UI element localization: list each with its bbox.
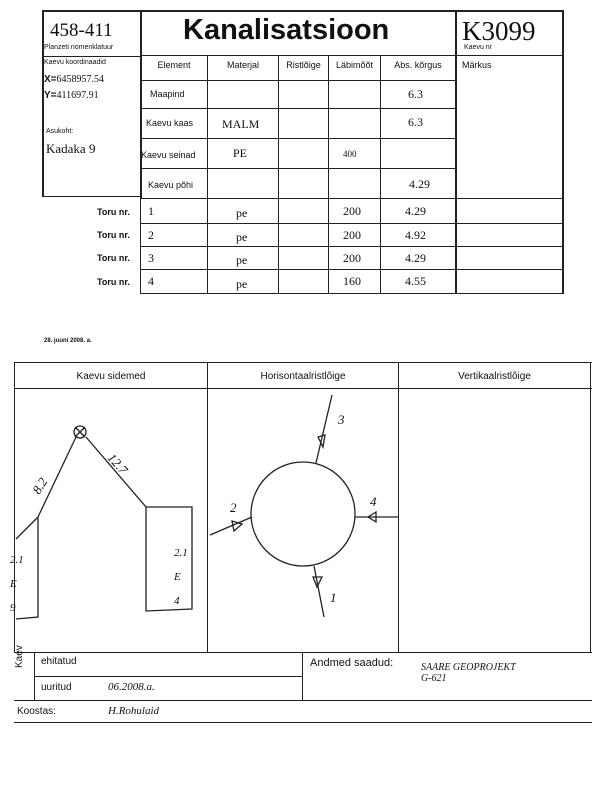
asukoht-label: Asukoht: bbox=[46, 128, 74, 135]
date-note: 28. juuni 2008. a. bbox=[44, 338, 92, 344]
col-kaevu-sidemed: Kaevu sidemed bbox=[76, 371, 146, 382]
toru-materjal: pe bbox=[236, 277, 248, 291]
toru-labimoot: 200 bbox=[343, 251, 361, 265]
tie-left-distance: 8.2 bbox=[29, 474, 51, 497]
row-element: Maapind bbox=[150, 89, 185, 99]
pipe-line bbox=[210, 517, 252, 535]
coord-y-value: 411697.91 bbox=[56, 90, 99, 101]
toru-materjal: pe bbox=[236, 206, 248, 220]
toru-labimoot: 200 bbox=[343, 204, 361, 218]
pipe-label: 1 bbox=[330, 590, 337, 605]
toru-nr: 1 bbox=[148, 204, 154, 218]
row-materjal: MALM bbox=[222, 117, 260, 131]
pipe-line bbox=[314, 566, 324, 617]
toru-materjal: pe bbox=[236, 253, 248, 267]
toru-label: Toru nr. bbox=[97, 253, 130, 263]
toru-abs: 4.92 bbox=[405, 228, 426, 242]
coord-x bbox=[44, 74, 104, 85]
row-element: Kaevu kaas bbox=[146, 118, 194, 128]
coord-y bbox=[44, 90, 99, 101]
col-markus: Märkus bbox=[462, 60, 492, 70]
uuritud-value: 06.2008.a. bbox=[108, 681, 155, 693]
toru-abs: 4.29 bbox=[405, 204, 426, 218]
row-abs: 4.29 bbox=[409, 177, 430, 191]
andmed-label: Andmed saadud: bbox=[310, 657, 394, 669]
andmed-value: SAARE GEOPROJEKT bbox=[421, 662, 516, 673]
coord-y-label: Y= bbox=[44, 90, 57, 101]
toru-label: Toru nr. bbox=[97, 207, 130, 217]
col-materjal: Materjal bbox=[226, 60, 259, 70]
toru-labimoot: 160 bbox=[343, 274, 361, 288]
col-abs: Abs. kõrgus bbox=[394, 60, 442, 70]
toru-nr: 2 bbox=[148, 228, 154, 242]
pipe-label: 4 bbox=[370, 494, 377, 509]
uuritud-label: uuritud bbox=[41, 682, 72, 693]
left-building-label: 2.1 E 9 bbox=[10, 554, 24, 614]
toru-label: Toru nr. bbox=[97, 277, 130, 287]
planzeli-number: 458-411 bbox=[50, 20, 113, 41]
side-label: Kaev bbox=[14, 645, 25, 668]
pipe-label: 2 bbox=[230, 500, 237, 515]
kaevu-nr-label: Kaevu nr bbox=[464, 44, 493, 51]
kaevu-number: K3099 bbox=[462, 16, 536, 46]
col-ristloige: Ristlõige bbox=[286, 60, 321, 70]
toru-abs: 4.55 bbox=[405, 274, 426, 288]
col-labimoot: Läbimõõt bbox=[335, 60, 374, 70]
row-abs: 6.3 bbox=[408, 115, 423, 129]
coords-label: Kaevu koordinaadid bbox=[44, 59, 106, 66]
toru-abs: 4.29 bbox=[405, 251, 426, 265]
manhole-circle bbox=[251, 462, 355, 566]
tie-right-distance: 12.7 bbox=[104, 450, 131, 478]
page-title: Kanalisatsioon bbox=[183, 14, 390, 46]
col-vertikaal: Vertikaalristlõige bbox=[458, 371, 531, 382]
toru-label: Toru nr. bbox=[97, 230, 130, 240]
row-element: Kaevu seinad bbox=[141, 150, 196, 160]
koostas-label: Koostas: bbox=[17, 706, 56, 717]
row-labimoot: 400 bbox=[343, 149, 357, 159]
toru-nr: 3 bbox=[148, 251, 154, 265]
toru-materjal: pe bbox=[236, 230, 248, 244]
koostas-value: H.Rohulaid bbox=[108, 705, 160, 717]
coord-x-value: 6458957.54 bbox=[56, 74, 105, 85]
ehitatud-label: ehitatud bbox=[41, 656, 77, 667]
col-horisontaal: Horisontaalristlõige bbox=[260, 371, 346, 382]
asukoht-value: Kadaka 9 bbox=[46, 141, 96, 156]
pipe-line bbox=[316, 395, 332, 463]
row-abs: 6.3 bbox=[408, 87, 423, 101]
right-building-label: 2.1 E 4 bbox=[174, 547, 188, 607]
col-element: Element bbox=[157, 60, 191, 70]
horizontal-section-sketch bbox=[208, 389, 398, 651]
toru-labimoot: 200 bbox=[343, 228, 361, 242]
pipe-label: 3 bbox=[338, 412, 345, 427]
toru-nr: 4 bbox=[148, 274, 154, 288]
coord-x-label: X= bbox=[44, 74, 57, 85]
planzeli-label: Planzeti nomenklatuur bbox=[44, 44, 114, 51]
row-materjal: PE bbox=[233, 146, 248, 160]
andmed-value-code: G-621 bbox=[421, 673, 447, 684]
row-element: Kaevu põhi bbox=[148, 180, 194, 190]
